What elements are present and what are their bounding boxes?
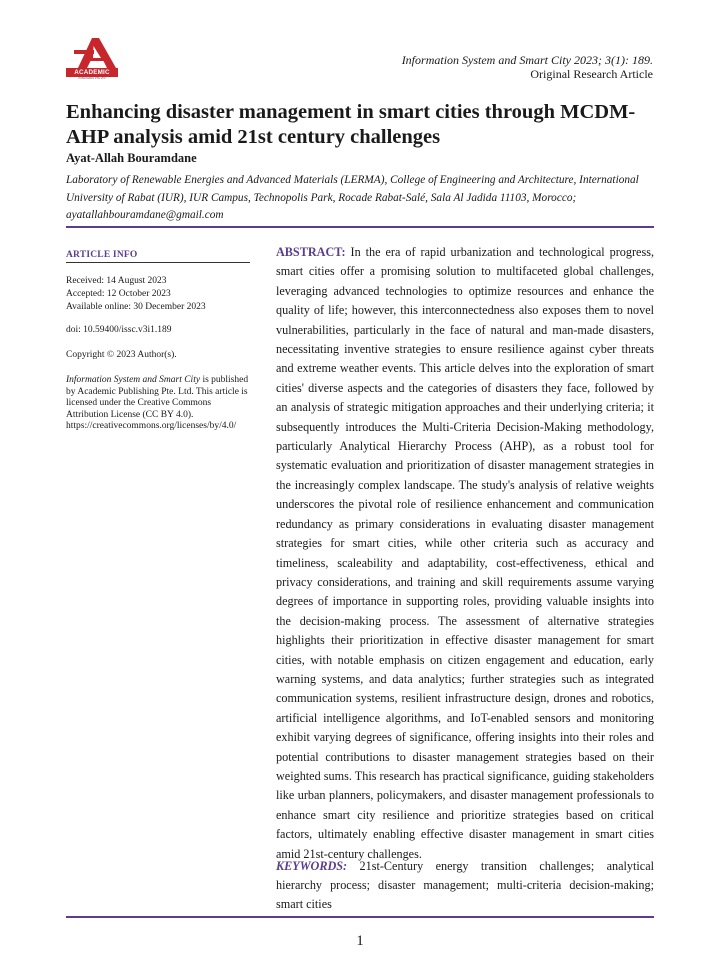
license-block bbox=[66, 375, 250, 433]
abstract bbox=[276, 243, 654, 864]
author-name: Ayat-Allah Bouramdane bbox=[66, 151, 197, 165]
logo-a-icon bbox=[66, 38, 118, 68]
abstract-text: In the era of rapid urbanization and technological progress, smart cities offer a promising solution to multifaceted global challenges, leveraging advanced technologies to optimize resources and enhance the quality of life; however, this interconnectedness also exposes them to novel vulnerabilities, particularly in the face of natural and man-made disasters, necessitating inventive strategies to ensure resilience against cyber threats and extreme weather events. This article delves into the exploration of smart cities' diverse aspects and the categories of disasters they face, followed by an analysis of strategic mitigation approaches and their underlying criteria; it subsequently introduces the Multi-Criteria Decision-Making methodology, particularly Analytical Hierarchy Process (AHP), as a robust tool for systematic evaluation and prioritization of disaster management strategies in the increasingly complex landscape. The study's analysis of relative weights underscores the pivotal role of resilience enhancement and communication redundancy as primary considerations in evaluating disaster management strategies for smart cities, while other criteria such as accuracy and timeliness, scaleability and adaptability, cost-effectiveness, ethical and privacy considerations, and training and skill requirements assume varying degrees of importance in supporting roles, providing valuable insights into the decision-making process. The assessment of alternative strategies highlights their prioritization in effective disaster management for smart cities, with notable emphasis on citizen engagement and education, early warning systems, and data analytics; further strategies such as integrated communication systems, resilient infrastructure design, drones and robotics, artificial intelligence algorithms, and IoT-enabled sensors and monitoring exhibit varying degrees of significance, offering insights into their roles and potential contributions to disaster management strategies based on their weighted sums. This research has practical significance, guiding stakeholders like urban planners, policymakers, and disaster management professionals to enhance smart city resilience and prioritize strategies based on critical factors, ultimately enabling effective disaster management in smart cities amid 21st-century challenges. bbox=[276, 245, 654, 861]
logo-subtext: PUBLISHING PTE LTD bbox=[78, 77, 106, 80]
abstract-label: ABSTRACT: bbox=[276, 245, 346, 259]
article-title: Enhancing disaster management in smart cities through MCDM-AHP analysis amid 21st century challenges bbox=[66, 101, 636, 148]
publisher-logo bbox=[66, 38, 118, 82]
copyright: Copyright © 2023 Author(s). bbox=[66, 350, 177, 360]
accepted-date: Accepted: 12 October 2023 bbox=[66, 289, 171, 299]
article-info-heading: ARTICLE INFO bbox=[66, 250, 250, 263]
article-type: Original Research Article bbox=[530, 67, 653, 81]
available-date: Available online: 30 December 2023 bbox=[66, 302, 206, 312]
received-date: Received: 14 August 2023 bbox=[66, 276, 167, 286]
header-divider bbox=[66, 226, 654, 228]
logo-text: ACADEMIC bbox=[66, 68, 118, 77]
author-email[interactable]: ayatallahbouramdane@gmail.com bbox=[66, 209, 224, 221]
doi[interactable]: doi: 10.59400/issc.v3i1.189 bbox=[66, 325, 172, 335]
footer-divider bbox=[66, 916, 654, 918]
journal-reference: Information System and Smart City 2023; 3(1): 189. bbox=[401, 53, 653, 67]
keywords-text: 21st-Century energy transition challenges; analytical hierarchy process; disaster management; multi-criteria decision-making; smart cities bbox=[276, 859, 654, 911]
keywords-label: KEYWORDS: bbox=[276, 859, 348, 873]
page-number: 1 bbox=[356, 933, 364, 949]
license-text: is published by Academic Publishing Pte. Ltd. This article is licensed under the Creative Commons Attribution License (CC BY 4.0). https://creativecommons.org/licenses/by/4.0/ bbox=[66, 375, 249, 432]
affiliation bbox=[66, 172, 656, 225]
keywords bbox=[276, 857, 654, 914]
affiliation-text: Laboratory of Renewable Energies and Advanced Materials (LERMA), College of Engineering and Architecture, International University of Rabat (IUR), IUR Campus, Technopolis Park, Rocade Rabat-Salé, Sala Al Jadida 11103, Morocco; bbox=[66, 174, 639, 204]
license-journal-name: Information System and Smart City bbox=[66, 375, 201, 385]
